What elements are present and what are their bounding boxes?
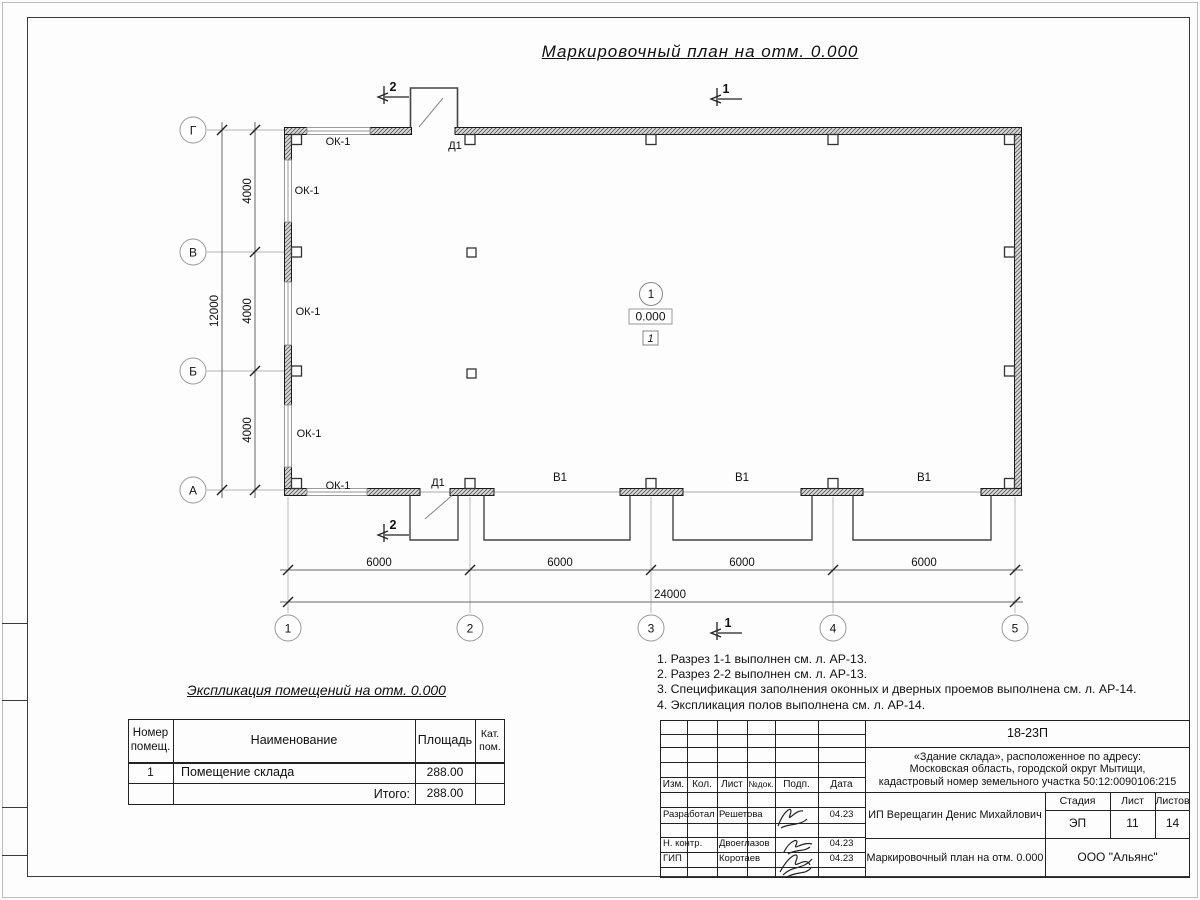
grid-label: 3 — [647, 621, 655, 636]
dimension-lines — [222, 122, 1023, 602]
grid-label: 4 — [829, 621, 837, 636]
name-checker: Двоеглазов — [719, 838, 770, 850]
col-ndok: №док. — [748, 778, 774, 789]
date-checker: 04.23 — [829, 838, 854, 850]
project-description — [865, 747, 1190, 792]
signature-checker — [784, 841, 812, 854]
entrance-vestibule — [411, 88, 458, 128]
stage-value: ЭП — [1068, 816, 1087, 831]
wall-pier — [801, 489, 863, 496]
company-name: ООО "Альянс" — [1077, 850, 1158, 865]
ramp — [484, 496, 630, 541]
col-list: Лист — [721, 778, 743, 790]
dimension-ticks — [217, 125, 1020, 607]
room-table-title: Экспликация помещений на отм. 0.000 — [187, 682, 446, 698]
elevation-value: 0.000 — [635, 309, 666, 324]
margin-strip-line — [2, 700, 27, 701]
dim-text: 6000 — [729, 557, 755, 569]
title-block — [660, 720, 1190, 878]
title-block-line — [660, 734, 865, 735]
wall-pier — [450, 489, 494, 496]
section-mark-numbers — [390, 80, 732, 630]
title-block-line — [660, 823, 865, 824]
title-block-line — [660, 762, 865, 763]
project-line: Московская область, городской округ Мытищи, — [909, 763, 1146, 776]
window-label: ОК-1 — [295, 306, 321, 318]
ramp — [853, 496, 991, 541]
ramp — [410, 496, 458, 541]
col-data: Дата — [830, 778, 853, 790]
ramps — [410, 496, 991, 541]
note-line: 4. Экспликация полов выполнена см. л. АР-14. — [657, 697, 926, 712]
grid-label: Б — [189, 364, 197, 379]
role-checker: Н. контр. — [663, 838, 703, 850]
sheet-label: Лист — [1121, 794, 1144, 807]
room-schedule-table — [128, 719, 505, 805]
wall-pier — [620, 489, 683, 496]
grid-label: 5 — [1011, 621, 1019, 636]
col-podp: Подп. — [783, 778, 810, 790]
note-line: 2. Разрез 2-2 выполнен см. л. АР-13. — [657, 667, 868, 682]
notes-block — [657, 652, 1136, 713]
name-gip: Коротаев — [719, 853, 761, 865]
sheet-title: Маркировочный план на отм. 0.000 — [866, 851, 1044, 864]
dimension-texts — [209, 178, 937, 601]
section-number: 1 — [724, 616, 732, 630]
dim-text: 4000 — [242, 298, 254, 324]
door-swing-bottom — [425, 496, 452, 520]
window-label: ОК-1 — [294, 185, 320, 197]
project-line: кадастровый номер земельного участка 50:12:0090106:215 — [878, 775, 1177, 788]
sheets-label: Листов — [1155, 794, 1190, 807]
dim-text: 6000 — [547, 557, 573, 569]
wall-segment — [285, 222, 292, 282]
header-text: помещ. — [130, 740, 171, 753]
wall-segment — [285, 135, 292, 161]
stage-label: Стадия — [1059, 794, 1096, 807]
role-developer: Разработал — [663, 808, 715, 820]
grid-label: В — [188, 245, 198, 260]
sheets-total: 14 — [1165, 816, 1180, 831]
sheet-number: 11 — [1126, 816, 1139, 831]
total-area-cell: 288.00 — [426, 786, 464, 801]
date-developer: 04.23 — [829, 808, 854, 820]
wall-segment — [981, 489, 1022, 496]
section-number: 1 — [722, 82, 730, 96]
wall-segment — [370, 128, 412, 135]
wall-segment — [285, 489, 308, 496]
window-label: ОК-1 — [296, 428, 322, 440]
dim-text: 4000 — [242, 417, 254, 443]
gate-label: В1 — [734, 472, 750, 484]
grid-label: 2 — [466, 621, 474, 636]
header-text: Номер — [132, 727, 169, 740]
col-kol: Кол. — [692, 778, 712, 790]
title-block-line — [717, 720, 718, 878]
section-number: 2 — [389, 80, 397, 94]
window-label: ОК-1 — [325, 136, 351, 148]
wall-segment — [285, 345, 292, 405]
project-line: «Здание склада», расположенное по адресу: — [913, 750, 1142, 763]
element-labels — [295, 136, 931, 492]
name-developer: Решетова — [719, 808, 763, 820]
wall-segment — [1015, 135, 1022, 489]
margin-strip-line — [2, 807, 27, 808]
ramp — [673, 496, 812, 541]
gate-label: В1 — [916, 472, 932, 484]
room-number-cell: 1 — [147, 764, 154, 779]
header-text: Кат. — [480, 728, 500, 741]
col-header-category — [475, 719, 505, 762]
dim-text: 6000 — [366, 557, 392, 569]
dim-text: 4000 — [242, 178, 254, 204]
gate-label: В1 — [552, 472, 568, 484]
wall-segment — [455, 128, 1022, 135]
grid-label: Г — [189, 123, 197, 138]
col-header-name: Наименование — [250, 733, 338, 748]
room-area-cell: 288.00 — [426, 764, 464, 779]
wall-segment — [285, 467, 292, 489]
title-block-line — [660, 867, 865, 868]
window-label: ОК-1 — [325, 480, 351, 492]
col-header-area: Площадь — [417, 733, 473, 748]
plan-title: Маркировочный план на отм. 0.000 — [541, 42, 859, 61]
note-line: 1. Разрез 1-1 выполнен см. л. АР-13. — [657, 652, 868, 666]
note-line: 3. Спецификация заполнения оконных и дверных проемов выполнена см. л. АР-14. — [657, 682, 1137, 697]
document-number: 18-23П — [1007, 726, 1048, 741]
door-label: Д1 — [448, 140, 462, 152]
total-label-cell: Итого: — [373, 786, 410, 801]
date-gip: 04.23 — [829, 853, 854, 865]
room-name-cell: Помещение склада — [181, 765, 295, 780]
dim-text: 6000 — [911, 557, 937, 569]
header-text: пом. — [479, 740, 501, 753]
floor-type: 1 — [647, 333, 654, 345]
wall-segment — [285, 128, 308, 135]
role-gip: ГИП — [663, 853, 682, 865]
dim-text: 24000 — [654, 589, 686, 601]
grid-label: 1 — [284, 621, 292, 636]
client-name: ИП Верещагин Денис Михайлович — [868, 808, 1042, 821]
dim-text: 12000 — [209, 295, 221, 327]
col-izm: Изм. — [662, 778, 685, 790]
room-number: 1 — [647, 289, 655, 301]
signature-gip — [780, 855, 812, 877]
margin-strip-line — [2, 855, 27, 856]
door-label: Д1 — [431, 477, 445, 489]
col-header-number — [128, 719, 173, 762]
door-swing-top — [419, 98, 443, 127]
section-number: 2 — [389, 518, 397, 532]
wall-segment — [367, 489, 420, 496]
title-block-line — [660, 792, 865, 793]
signatures — [770, 800, 825, 878]
grid-bubble-labels — [189, 124, 1019, 636]
signature-developer — [778, 809, 807, 828]
grid-label: А — [188, 483, 198, 498]
title-block-line — [660, 747, 865, 748]
